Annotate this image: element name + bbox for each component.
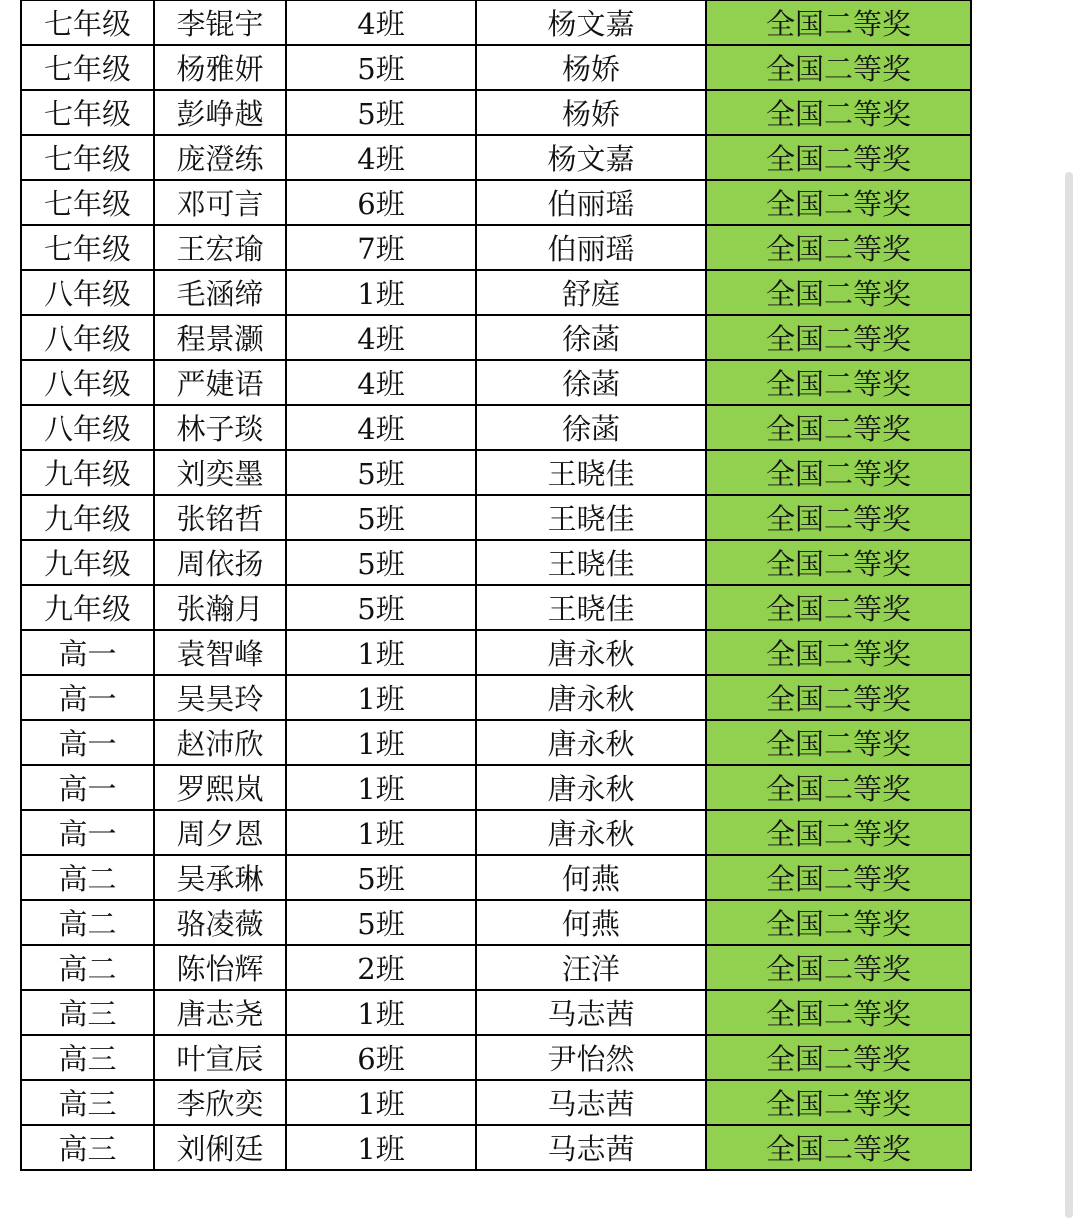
grade-cell: 八年级 xyxy=(21,270,154,315)
table-row xyxy=(21,1080,971,1125)
class-cell: 1班 xyxy=(286,1080,476,1125)
award-cell: 全国二等奖 xyxy=(706,45,971,90)
student-name-cell: 严婕语 xyxy=(154,360,286,405)
table-row xyxy=(21,315,971,360)
student-name-cell: 李欣奕 xyxy=(154,1080,286,1125)
grade-cell: 高一 xyxy=(21,810,154,855)
table-row xyxy=(21,405,971,450)
award-table xyxy=(20,0,972,1171)
class-cell: 2班 xyxy=(286,945,476,990)
grade-cell: 高一 xyxy=(21,630,154,675)
class-cell: 5班 xyxy=(286,540,476,585)
table-row xyxy=(21,270,971,315)
teacher-cell: 舒庭 xyxy=(476,270,706,315)
student-name-cell: 张铭哲 xyxy=(154,495,286,540)
grade-cell: 高二 xyxy=(21,900,154,945)
table-row xyxy=(21,1035,971,1080)
award-cell: 全国二等奖 xyxy=(706,810,971,855)
award-cell: 全国二等奖 xyxy=(706,1080,971,1125)
grade-cell: 九年级 xyxy=(21,540,154,585)
table-row xyxy=(21,765,971,810)
table-row xyxy=(21,990,971,1035)
award-cell: 全国二等奖 xyxy=(706,675,971,720)
teacher-cell: 何燕 xyxy=(476,900,706,945)
award-cell: 全国二等奖 xyxy=(706,0,971,45)
teacher-cell: 杨文嘉 xyxy=(476,0,706,45)
class-cell: 4班 xyxy=(286,0,476,45)
student-name-cell: 刘俐廷 xyxy=(154,1125,286,1170)
class-cell: 5班 xyxy=(286,495,476,540)
class-cell: 4班 xyxy=(286,315,476,360)
class-cell: 1班 xyxy=(286,1125,476,1170)
table-row xyxy=(21,450,971,495)
table-row xyxy=(21,0,971,45)
table-row xyxy=(21,135,971,180)
class-cell: 1班 xyxy=(286,765,476,810)
student-name-cell: 吴承琳 xyxy=(154,855,286,900)
award-cell: 全国二等奖 xyxy=(706,90,971,135)
table-row xyxy=(21,90,971,135)
grade-cell: 九年级 xyxy=(21,585,154,630)
award-cell: 全国二等奖 xyxy=(706,135,971,180)
class-cell: 1班 xyxy=(286,630,476,675)
student-name-cell: 叶宣辰 xyxy=(154,1035,286,1080)
class-cell: 5班 xyxy=(286,900,476,945)
grade-cell: 高三 xyxy=(21,1080,154,1125)
teacher-cell: 伯丽瑶 xyxy=(476,225,706,270)
table-row xyxy=(21,180,971,225)
grade-cell: 八年级 xyxy=(21,360,154,405)
award-cell: 全国二等奖 xyxy=(706,405,971,450)
student-name-cell: 周依扬 xyxy=(154,540,286,585)
class-cell: 1班 xyxy=(286,720,476,765)
award-cell: 全国二等奖 xyxy=(706,540,971,585)
class-cell: 5班 xyxy=(286,90,476,135)
class-cell: 7班 xyxy=(286,225,476,270)
class-cell: 5班 xyxy=(286,45,476,90)
teacher-cell: 王晓佳 xyxy=(476,540,706,585)
award-cell: 全国二等奖 xyxy=(706,855,971,900)
grade-cell: 七年级 xyxy=(21,180,154,225)
grade-cell: 高三 xyxy=(21,1125,154,1170)
grade-cell: 七年级 xyxy=(21,225,154,270)
student-name-cell: 程景灏 xyxy=(154,315,286,360)
grade-cell: 高三 xyxy=(21,990,154,1035)
award-cell: 全国二等奖 xyxy=(706,585,971,630)
student-name-cell: 毛涵缔 xyxy=(154,270,286,315)
grade-cell: 高一 xyxy=(21,675,154,720)
award-cell: 全国二等奖 xyxy=(706,765,971,810)
grade-cell: 高三 xyxy=(21,1035,154,1080)
class-cell: 4班 xyxy=(286,360,476,405)
table-row xyxy=(21,45,971,90)
class-cell: 6班 xyxy=(286,1035,476,1080)
teacher-cell: 尹怡然 xyxy=(476,1035,706,1080)
award-cell: 全国二等奖 xyxy=(706,1035,971,1080)
table-row xyxy=(21,495,971,540)
class-cell: 1班 xyxy=(286,810,476,855)
award-table-body xyxy=(21,0,971,1170)
student-name-cell: 林子琰 xyxy=(154,405,286,450)
class-cell: 5班 xyxy=(286,585,476,630)
award-cell: 全国二等奖 xyxy=(706,1125,971,1170)
teacher-cell: 王晓佳 xyxy=(476,585,706,630)
grade-cell: 高二 xyxy=(21,855,154,900)
teacher-cell: 汪洋 xyxy=(476,945,706,990)
award-cell: 全国二等奖 xyxy=(706,945,971,990)
table-row xyxy=(21,855,971,900)
teacher-cell: 马志茜 xyxy=(476,990,706,1035)
table-row xyxy=(21,810,971,855)
table-row xyxy=(21,945,971,990)
student-name-cell: 李锟宇 xyxy=(154,0,286,45)
teacher-cell: 杨娇 xyxy=(476,90,706,135)
teacher-cell: 马志茜 xyxy=(476,1080,706,1125)
grade-cell: 七年级 xyxy=(21,90,154,135)
table-row xyxy=(21,360,971,405)
student-name-cell: 王宏瑜 xyxy=(154,225,286,270)
teacher-cell: 杨文嘉 xyxy=(476,135,706,180)
teacher-cell: 唐永秋 xyxy=(476,630,706,675)
table-row xyxy=(21,585,971,630)
grade-cell: 九年级 xyxy=(21,495,154,540)
teacher-cell: 唐永秋 xyxy=(476,675,706,720)
table-row xyxy=(21,675,971,720)
class-cell: 1班 xyxy=(286,270,476,315)
grade-cell: 高一 xyxy=(21,720,154,765)
student-name-cell: 邓可言 xyxy=(154,180,286,225)
teacher-cell: 何燕 xyxy=(476,855,706,900)
student-name-cell: 庞澄练 xyxy=(154,135,286,180)
student-name-cell: 吴昊玲 xyxy=(154,675,286,720)
table-row xyxy=(21,900,971,945)
award-cell: 全国二等奖 xyxy=(706,180,971,225)
grade-cell: 七年级 xyxy=(21,0,154,45)
award-cell: 全国二等奖 xyxy=(706,990,971,1035)
teacher-cell: 徐菡 xyxy=(476,315,706,360)
scrollbar[interactable] xyxy=(1065,172,1073,1218)
class-cell: 1班 xyxy=(286,675,476,720)
student-name-cell: 唐志尧 xyxy=(154,990,286,1035)
award-cell: 全国二等奖 xyxy=(706,495,971,540)
award-cell: 全国二等奖 xyxy=(706,315,971,360)
award-cell: 全国二等奖 xyxy=(706,270,971,315)
grade-cell: 八年级 xyxy=(21,405,154,450)
student-name-cell: 彭峥越 xyxy=(154,90,286,135)
student-name-cell: 骆凌薇 xyxy=(154,900,286,945)
award-cell: 全国二等奖 xyxy=(706,225,971,270)
teacher-cell: 王晓佳 xyxy=(476,495,706,540)
student-name-cell: 陈怡辉 xyxy=(154,945,286,990)
table-row xyxy=(21,225,971,270)
teacher-cell: 马志茜 xyxy=(476,1125,706,1170)
award-cell: 全国二等奖 xyxy=(706,630,971,675)
class-cell: 4班 xyxy=(286,405,476,450)
award-cell: 全国二等奖 xyxy=(706,360,971,405)
table-row xyxy=(21,540,971,585)
student-name-cell: 赵沛欣 xyxy=(154,720,286,765)
grade-cell: 高二 xyxy=(21,945,154,990)
award-cell: 全国二等奖 xyxy=(706,900,971,945)
teacher-cell: 杨娇 xyxy=(476,45,706,90)
award-cell: 全国二等奖 xyxy=(706,720,971,765)
teacher-cell: 徐菡 xyxy=(476,360,706,405)
student-name-cell: 袁智峰 xyxy=(154,630,286,675)
student-name-cell: 周夕恩 xyxy=(154,810,286,855)
grade-cell: 八年级 xyxy=(21,315,154,360)
class-cell: 5班 xyxy=(286,855,476,900)
grade-cell: 七年级 xyxy=(21,135,154,180)
student-name-cell: 张瀚月 xyxy=(154,585,286,630)
teacher-cell: 唐永秋 xyxy=(476,810,706,855)
class-cell: 4班 xyxy=(286,135,476,180)
teacher-cell: 伯丽瑶 xyxy=(476,180,706,225)
grade-cell: 高一 xyxy=(21,765,154,810)
table-row xyxy=(21,630,971,675)
student-name-cell: 杨雅妍 xyxy=(154,45,286,90)
teacher-cell: 王晓佳 xyxy=(476,450,706,495)
class-cell: 6班 xyxy=(286,180,476,225)
grade-cell: 七年级 xyxy=(21,45,154,90)
teacher-cell: 徐菡 xyxy=(476,405,706,450)
class-cell: 1班 xyxy=(286,990,476,1035)
class-cell: 5班 xyxy=(286,450,476,495)
teacher-cell: 唐永秋 xyxy=(476,765,706,810)
grade-cell: 九年级 xyxy=(21,450,154,495)
table-row xyxy=(21,1125,971,1170)
student-name-cell: 罗熙岚 xyxy=(154,765,286,810)
table-row xyxy=(21,720,971,765)
teacher-cell: 唐永秋 xyxy=(476,720,706,765)
award-cell: 全国二等奖 xyxy=(706,450,971,495)
student-name-cell: 刘奕墨 xyxy=(154,450,286,495)
